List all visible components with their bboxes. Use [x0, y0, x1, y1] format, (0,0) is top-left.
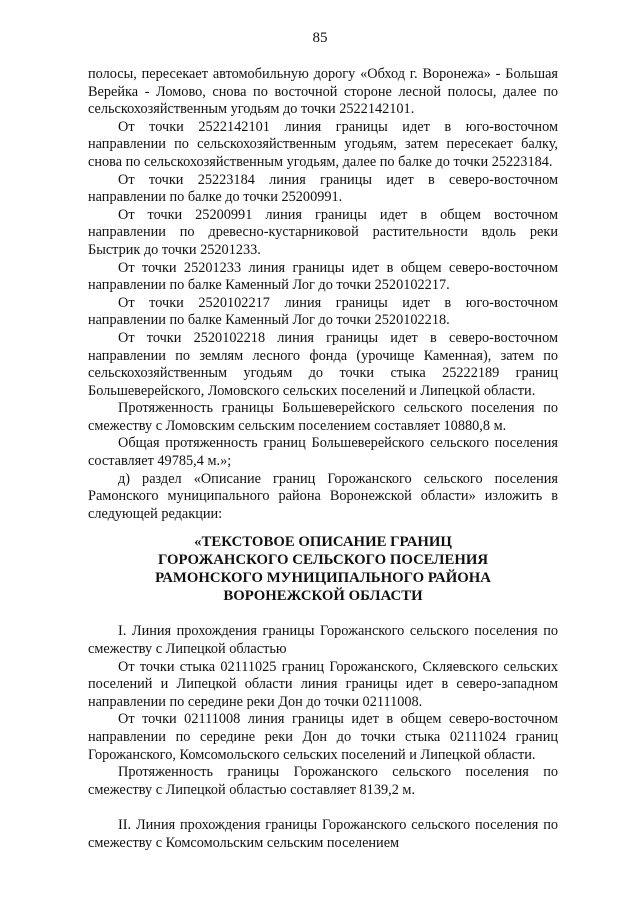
heading-line: «ТЕКСТОВОЕ ОПИСАНИЕ ГРАНИЦ: [194, 534, 452, 551]
paragraph: От точки стыка 02111025 границ Горожанского, Скляевского сельских поселений и Липецкой области линия границы идет в северо-западном направлении по середине реки Дон до точки 02111008.: [88, 658, 558, 710]
paragraph: II. Линия прохождения границы Горожанского сельского поселения по смежеству с Комсомольским сельским поселением: [88, 817, 558, 851]
heading-line: ГОРОЖАНСКОГО СЕЛЬСКОГО ПОСЕЛЕНИЯ: [157, 552, 489, 569]
spacer: [88, 799, 558, 817]
section-heading: [88, 533, 558, 605]
heading-line: ВОРОНЕЖСКОЙ ОБЛАСТИ: [223, 588, 423, 605]
paragraph: От точки 25200991 линия границы идет в общем восточном направлении по древесно-кустарниковой растительности вдоль реки Быстрик до точки 25201233.: [88, 206, 558, 258]
paragraph: I. Линия прохождения границы Горожанского сельского поселения по смежеству с Липецкой областью: [88, 623, 558, 658]
paragraph: От точки 2520102217 линия границы идет в юго-восточном направлении по балке Каменный Лог до точки 2520102218.: [88, 294, 558, 329]
paragraph: От точки 02111008 линия границы идет в общем северо-восточном направлении по середине реки Дон до точки стыка 02111024 границ Горожанского, Комсомольского сельских поселений и Липецкой области.: [88, 711, 558, 763]
paragraph: д) раздел «Описание границ Горожанского сельского поселения Рамонского муниципального района Воронежской области» изложить в следующей редакции:: [88, 470, 558, 522]
paragraph: От точки 25223184 линия границы идет в северо-восточном направлении по балке до точки 25200991.: [88, 171, 558, 206]
paragraph: Общая протяженность границ Большеверейского сельского поселения составляет 49785,4 м.»;: [88, 435, 558, 470]
paragraph: Протяженность границы Горожанского сельского поселения по смежеству с Липецкой областью составляет 8139,2 м.: [88, 764, 558, 798]
document-body: [88, 66, 558, 853]
paragraph: От точки 2522142101 линия границы идет в юго-восточном направлении по сельскохозяйственным угодьям, затем пересекает балку, снова по сельскохозяйственным угодьям, далее по балке до точки 25223184.: [88, 118, 558, 170]
paragraph: Протяженность границы Большеверейского сельского поселения по смежеству с Ломовским сельским поселением составляет 10880,8 м.: [88, 400, 558, 434]
heading-line: РАМОНСКОГО МУНИЦИПАЛЬНОГО РАЙОНА: [155, 570, 491, 587]
paragraph: От точки 25201233 линия границы идет в общем северо-восточном направлении по балке Каменный Лог до точки 2520102217.: [88, 259, 558, 294]
paragraph: полосы, пересекает автомобильную дорогу «Обход г. Воронежа» - Большая Верейка - Ломово, снова по восточной стороне лесной полосы, далее по сельскохозяйственным угодьям до точки 2522142101.: [88, 66, 558, 118]
paragraph: От точки 2520102218 линия границы идет в северо-восточном направлении по землям лесного фонда (урочище Каменная), затем по сельскохозяйственным угодьям до точки стыка 25222189 границ Большеверейского, Ломовского сельских поселений и Липецкой области.: [88, 329, 558, 399]
page-number: 85: [312, 30, 328, 46]
